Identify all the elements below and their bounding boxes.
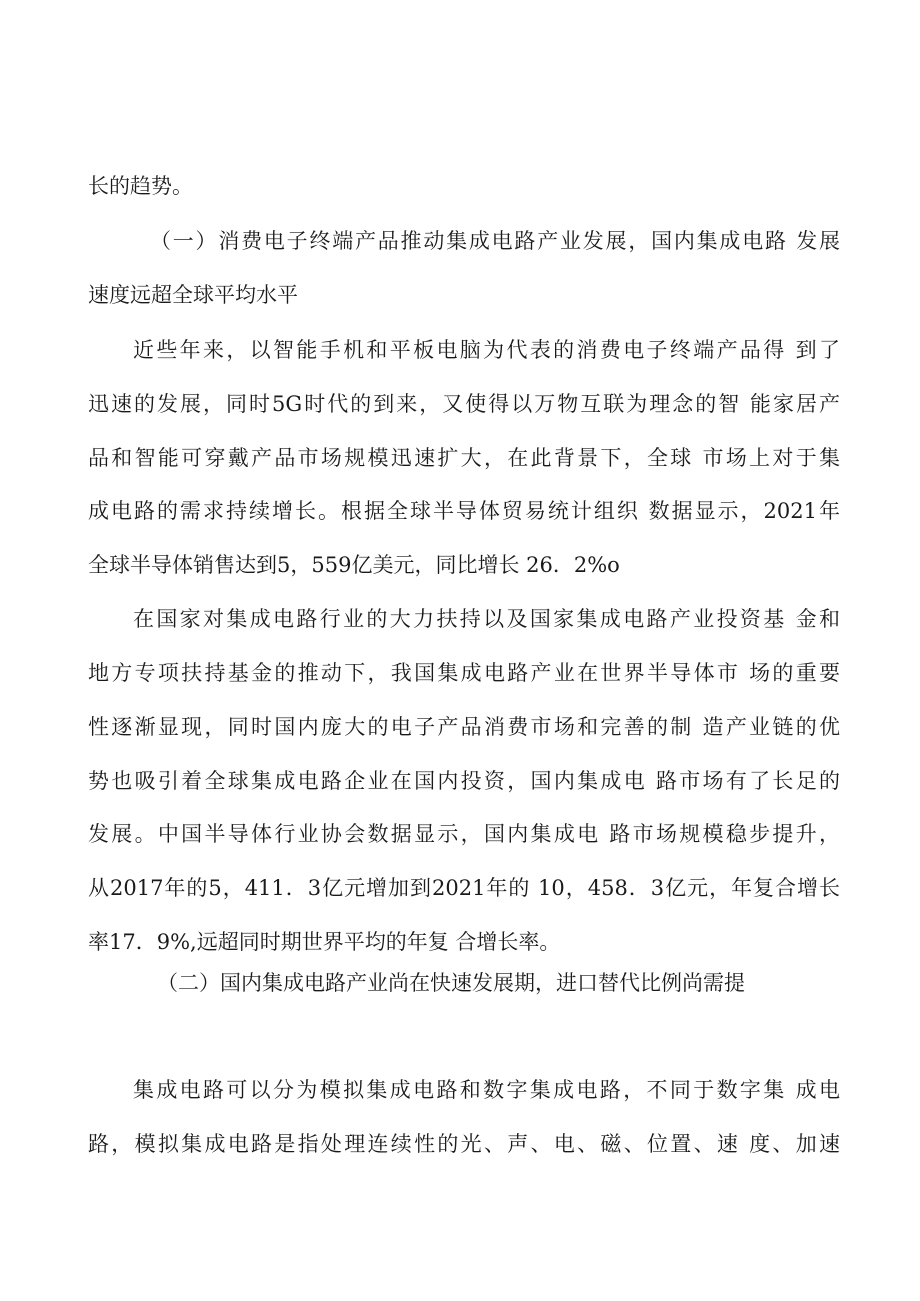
- paragraph2-line: 从2017年的5，411．3亿元增加到2021年的 10，458．3亿元，年复合增长: [88, 876, 840, 900]
- continuation-text: 长的趋势。: [88, 174, 193, 198]
- paragraph2-line: 地方专项扶持基金的推动下，我国集成电路产业在世界半导体市 场的重要: [88, 661, 840, 685]
- paragraph3-line: 集成电路可以分为模拟集成电路和数字集成电路，不同于数字集 成电: [133, 1078, 840, 1102]
- section1-heading-line1: （一）消费电子终端产品推动集成电路产业发展，国内集成电路 发展: [150, 229, 840, 253]
- paragraph1-line: 品和智能可穿戴产品市场规模迅速扩大，在此背景下，全球 市场上对于集: [88, 446, 840, 470]
- paragraph3-line: 路，模拟集成电路是指处理连续性的光、声、电、磁、位置、速 度、加速: [88, 1132, 840, 1156]
- paragraph2-line: 性逐渐显现，同时国内庞大的电子产品消费市场和完善的制 造产业链的优: [88, 715, 840, 739]
- paragraph1-line: 成电路的需求持续增长。根据全球半导体贸易统计组织 数据显示，2021年: [88, 499, 840, 523]
- section1-heading-line2: 速度远超全球平均水平: [88, 283, 298, 307]
- paragraph1-line: 近些年来，以智能手机和平板电脑为代表的消费电子终端产品得 到了: [133, 338, 840, 362]
- paragraph2-line: 发展。中国半导体行业协会数据显示，国内集成电 路市场规模稳步提升，: [88, 822, 840, 846]
- paragraph1-line: 迅速的发展，同时5G时代的到来，又使得以万物互联为理念的智 能家居产: [88, 392, 840, 416]
- paragraph2-line: 率17．9%,远超同时期世界平均的年复 合增长率。: [88, 930, 561, 954]
- paragraph2-line: 在国家对集成电路行业的大力扶持以及国家集成电路产业投资基 金和: [133, 607, 840, 631]
- paragraph2-line: 势也吸引着全球集成电路企业在国内投资，国内集成电 路市场有了长足的: [88, 769, 840, 793]
- section2-heading: （二）国内集成电路产业尚在快速发展期，进口替代比例尚需提: [157, 971, 745, 995]
- paragraph1-line: 全球半导体销售达到5，559亿美元，同比增长 26．2%o: [88, 553, 620, 577]
